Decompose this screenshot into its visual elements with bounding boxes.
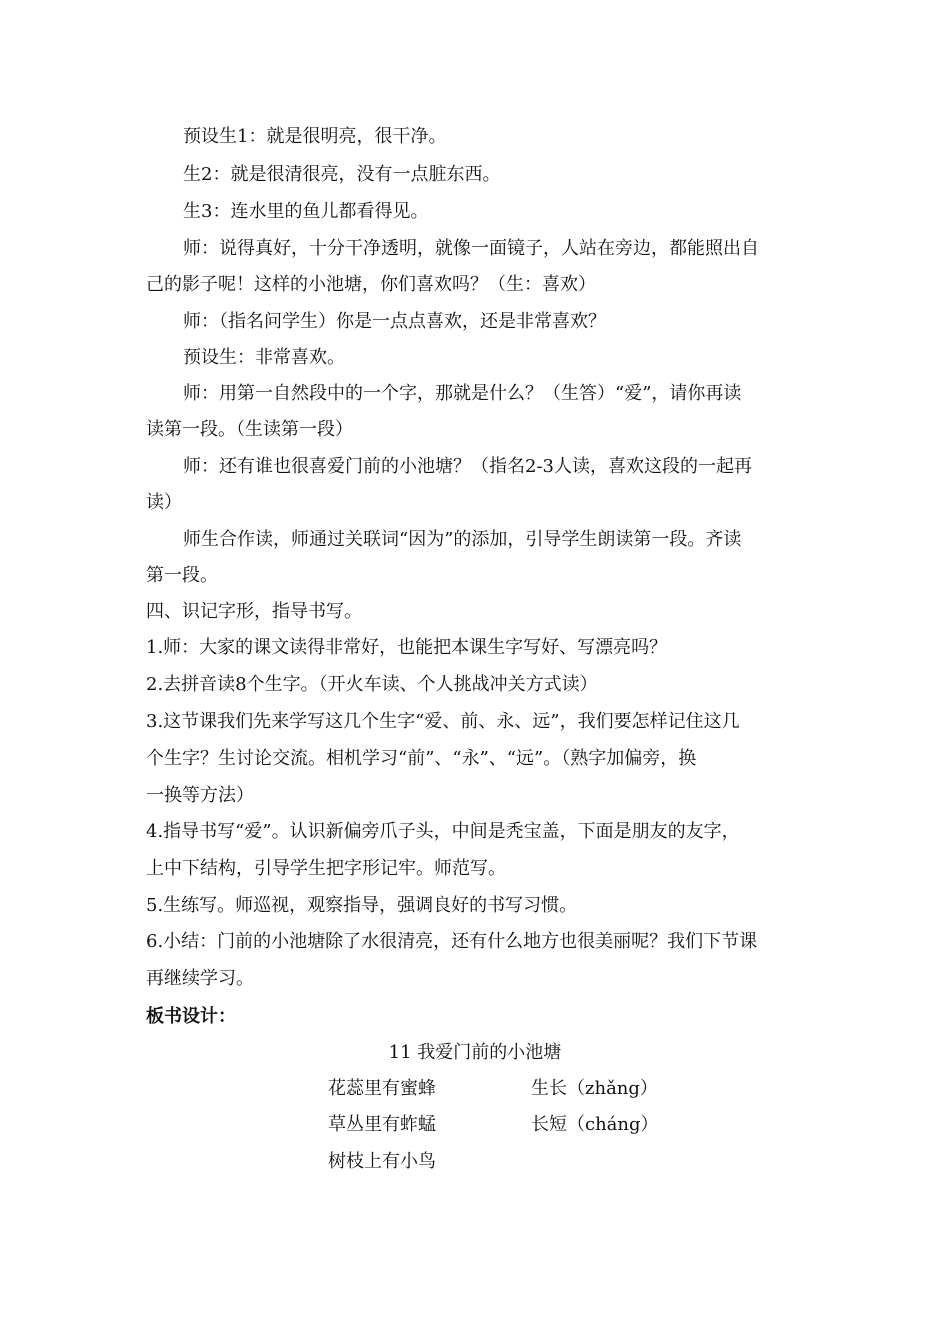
paragraph-line: 师：用第一自然段中的一个字，那就是什么？（生答）“爱”，请你再读	[183, 383, 742, 404]
paragraph-line: 生3：连水里的鱼儿都看得见。	[183, 201, 429, 222]
list-item: 2.去拼音读8个生字。（开火车读、个人挑战冲关方式读）	[146, 674, 598, 695]
board-left-item: 草丛里有蚱蜢	[328, 1114, 436, 1135]
board-left-item: 树枝上有小鸟	[328, 1151, 436, 1172]
paragraph-line: 师生合作读，师通过关联词“因为”的添加，引导学生朗读第一段。齐读	[183, 529, 742, 550]
paragraph-line: 师：说得真好，十分干净透明，就像一面镜子，人站在旁边，都能照出自	[183, 238, 759, 259]
paragraph-line: 生2：就是很清很亮，没有一点脏东西。	[183, 164, 501, 185]
paragraph-line: 预设生1：就是很明亮，很干净。	[183, 126, 447, 147]
board-title: 11 我爱门前的小池塘	[388, 1042, 562, 1063]
list-item: 3.这节课我们先来学写这几个生字“爱、前、永、远”，我们要怎样记住这几	[146, 711, 740, 732]
board-right-item: 生长（zhǎng）	[531, 1078, 658, 1099]
list-item: 1.师：大家的课文读得非常好，也能把本课生字写好、写漂亮吗？	[146, 637, 668, 658]
paragraph-line: 读第一段。（生读第一段）	[146, 419, 353, 440]
board-design-heading: 板书设计：	[146, 1006, 236, 1027]
paragraph-line: 己的影子呢！这样的小池塘，你们喜欢吗？（生：喜欢）	[146, 274, 596, 295]
board-right-item: 长短（cháng）	[531, 1114, 659, 1135]
list-item: 5.生练写。师巡视，观察指导，强调良好的书写习惯。	[146, 895, 578, 916]
paragraph-line: 读）	[146, 492, 182, 513]
list-item-continuation: 一换等方法）	[146, 785, 254, 806]
section-heading: 四、识记字形，指导书写。	[146, 601, 362, 622]
paragraph-line: 师：还有谁也很喜爱门前的小池塘？（指名2-3人读，喜欢这段的一起再	[183, 456, 752, 477]
list-item: 4.指导书写“爱”。认识新偏旁爪子头，中间是秃宝盖，下面是朋友的友字，	[146, 821, 740, 842]
paragraph-line: 师：（指名问学生）你是一点点喜欢，还是非常喜欢？	[183, 311, 606, 332]
paragraph-line: 第一段。	[146, 565, 218, 586]
list-item-continuation: 再继续学习。	[146, 968, 254, 989]
paragraph-line: 预设生：非常喜欢。	[183, 347, 345, 368]
list-item-continuation: 个生字？生讨论交流。相机学习“前”、“永”、“远”。（熟字加偏旁，换	[146, 748, 697, 769]
list-item-continuation: 上中下结构，引导学生把字形记牢。师范写。	[146, 858, 506, 879]
list-item: 6.小结：门前的小池塘除了水很清亮，还有什么地方也很美丽呢？我们下节课	[146, 931, 758, 952]
board-left-item: 花蕊里有蜜蜂	[328, 1078, 436, 1099]
